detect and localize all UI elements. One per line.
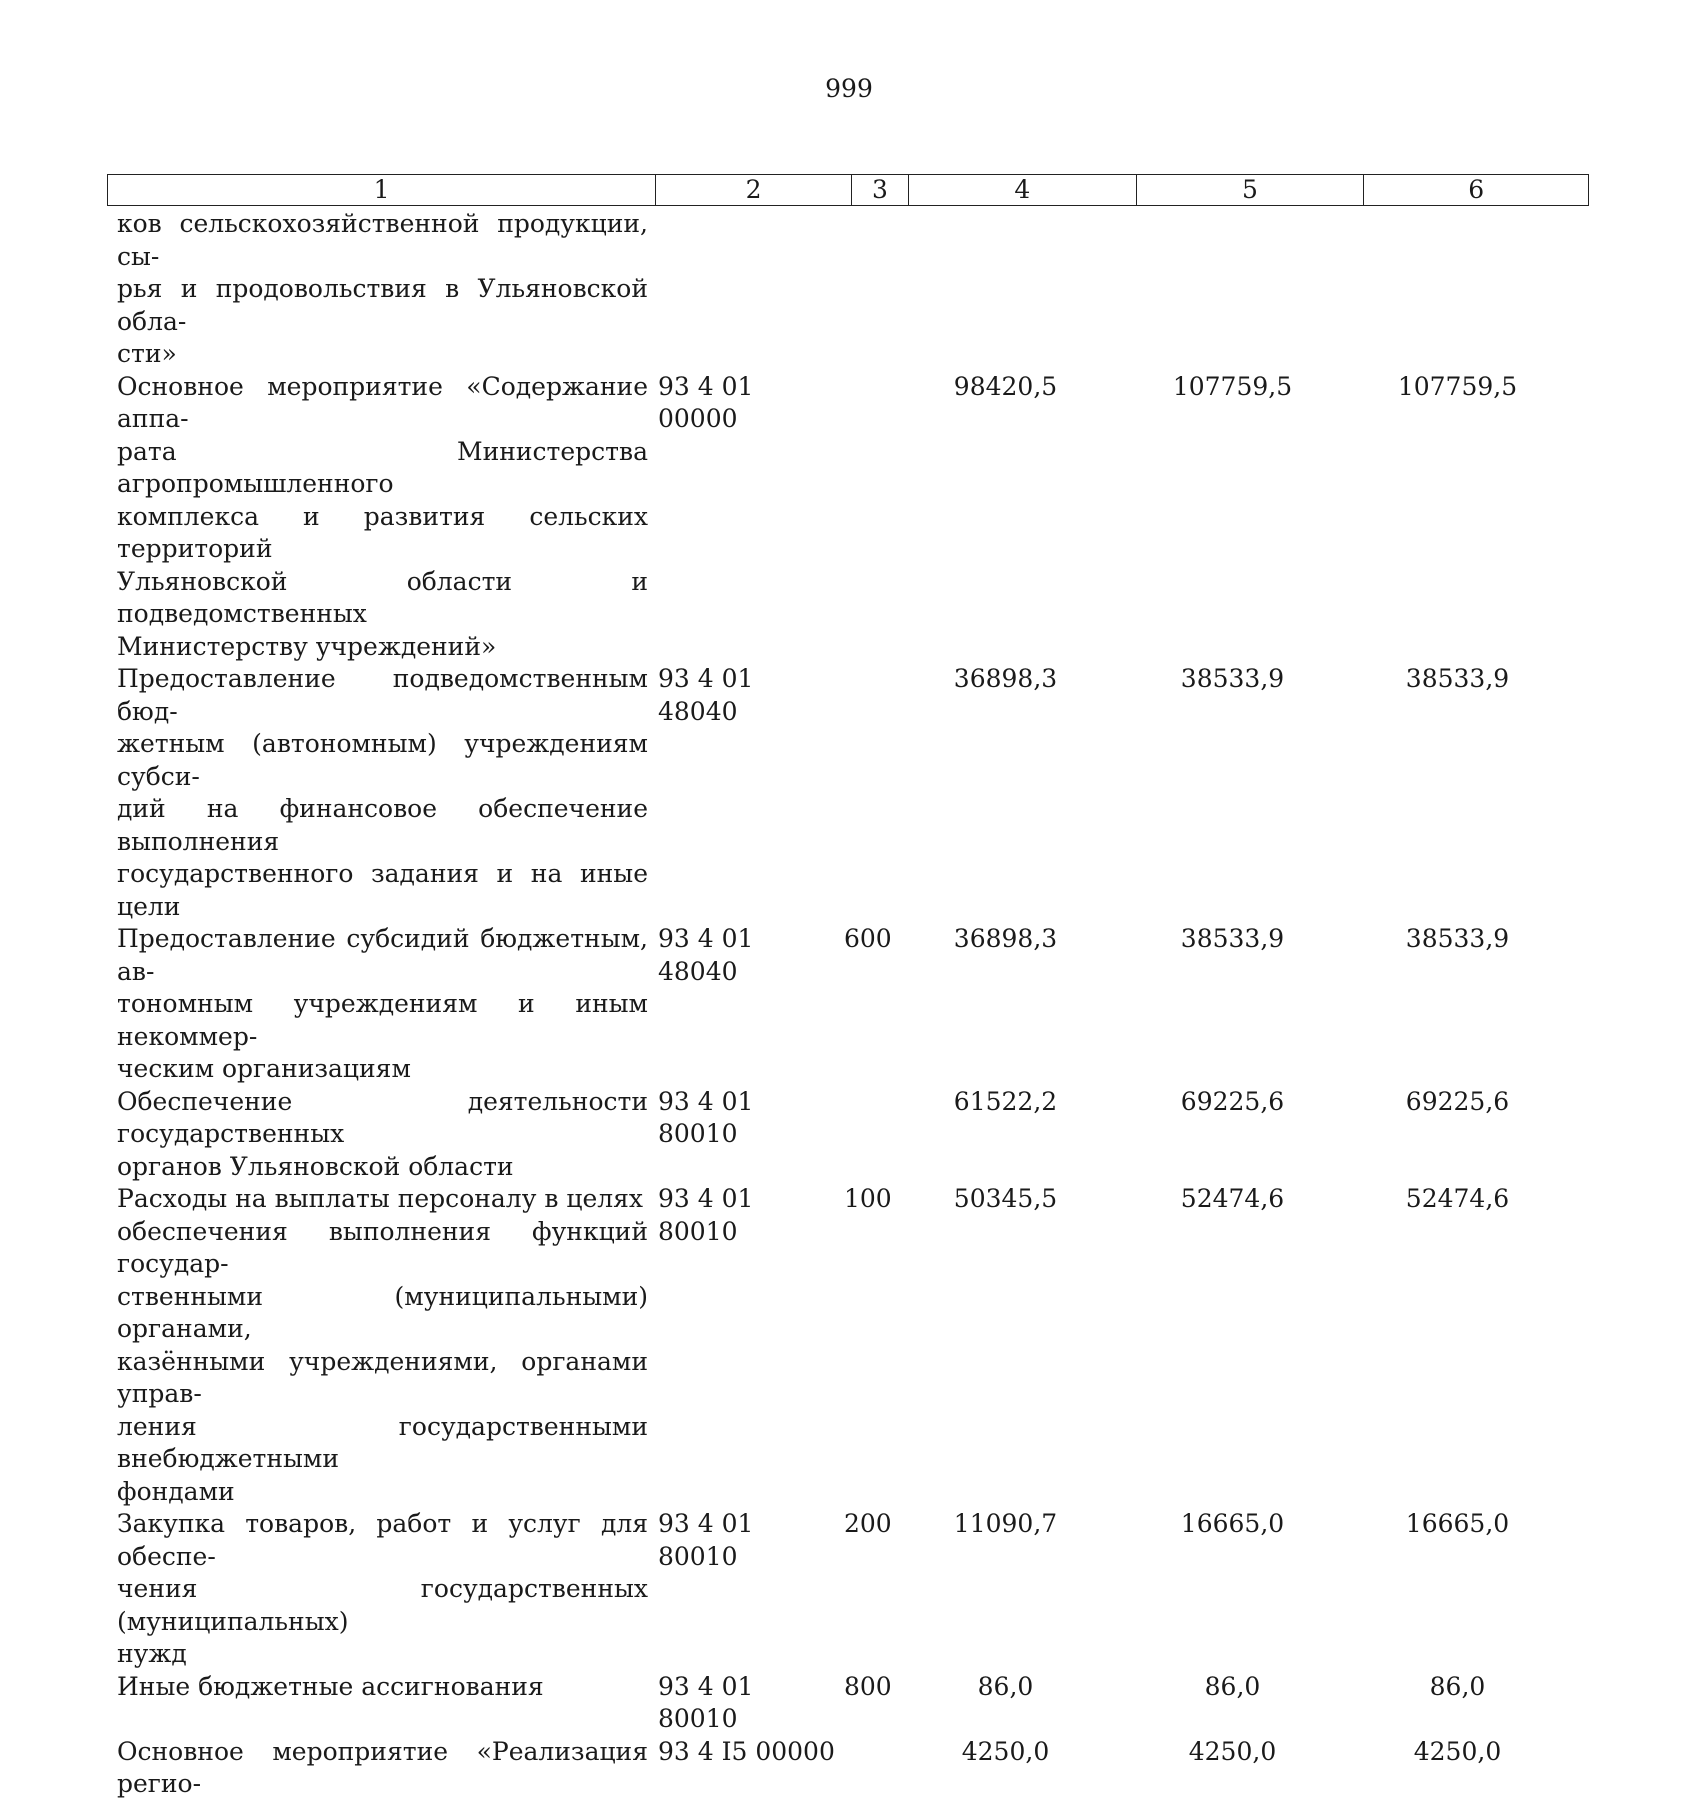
row-value-2: 38533,9 xyxy=(1180,924,1285,953)
table-body xyxy=(117,208,1589,1801)
row-value-3: 52474,6 xyxy=(1405,1184,1510,1213)
table-header xyxy=(107,174,1589,206)
row-value-2: 4250,0 xyxy=(1188,1736,1277,1766)
row-name: Основное мероприятие «Содержание аппа- рата Министерства агропромышленного комплекса и развития сельских территорий Ульяновской области и подведомственных Министерству учреждений» xyxy=(117,371,648,661)
table-row xyxy=(117,1508,1589,1671)
row-value-1: 98420,5 xyxy=(953,371,1058,401)
row-name: Расходы на выплаты персоналу в целях обеспечения выполнения функций государ- ственными (муниципальными) органами, казёнными учреждениями, органами управ- ления государственными внебюджетными фондами xyxy=(117,1184,648,1506)
row-value-3: 38533,9 xyxy=(1405,664,1510,693)
row-value-3: 86,0 xyxy=(1429,1671,1486,1701)
row-value-1: 36898,3 xyxy=(953,924,1058,953)
header-col-4: 4 xyxy=(909,175,1137,205)
row-code: 93 4 01 80010 xyxy=(658,1086,754,1148)
row-code: 93 4 01 80010 xyxy=(658,1509,754,1571)
table-row xyxy=(117,923,1589,1086)
row-value-2: 52474,6 xyxy=(1180,1184,1285,1213)
row-value-3: 16665,0 xyxy=(1405,1509,1510,1538)
table-row xyxy=(117,208,1589,371)
row-value-3: 4250,0 xyxy=(1413,1736,1502,1766)
row-code: 93 4 01 80010 xyxy=(658,1184,754,1246)
header-col-6: 6 xyxy=(1468,175,1485,204)
row-value-2: 86,0 xyxy=(1204,1671,1261,1701)
header-col-2: 2 xyxy=(656,175,852,205)
row-type: 100 xyxy=(844,1184,892,1213)
row-value-3: 38533,9 xyxy=(1405,924,1510,953)
table-row xyxy=(117,1671,1589,1736)
row-value-2: 69225,6 xyxy=(1180,1086,1285,1116)
row-value-2: 107759,5 xyxy=(1172,371,1293,401)
row-type: 200 xyxy=(844,1509,892,1538)
row-code: 93 4 01 00000 xyxy=(658,371,754,433)
header-col-3: 3 xyxy=(852,175,909,205)
row-name: Закупка товаров, работ и услуг для обеспе- чения государственных (муниципальных) нужд xyxy=(117,1509,648,1668)
row-value-1: 50345,5 xyxy=(953,1184,1058,1213)
row-value-1: 61522,2 xyxy=(953,1086,1058,1116)
row-code: 93 4 01 48040 xyxy=(658,924,754,986)
row-name: ков сельскохозяйственной продукции, сы- рья и продовольствия в Ульяновской обла- сти» xyxy=(117,209,648,368)
row-type: 600 xyxy=(844,924,892,953)
table-row xyxy=(117,1183,1589,1508)
row-name: Предоставление субсидий бюджетным, ав- тономным учреждениям и иным некоммер- ческим организациям xyxy=(117,924,648,1083)
row-value-1: 36898,3 xyxy=(953,664,1058,693)
row-value-2: 16665,0 xyxy=(1180,1509,1285,1538)
table-row xyxy=(117,663,1589,923)
row-value-1: 11090,7 xyxy=(953,1509,1058,1538)
row-code: 93 4 01 48040 xyxy=(658,664,754,726)
row-code: 93 4 I5 00000 xyxy=(658,1736,835,1766)
table-row xyxy=(117,371,1589,664)
row-value-1: 4250,0 xyxy=(961,1736,1050,1766)
row-name: Иные бюджетные ассигнования xyxy=(117,1671,544,1701)
row-value-3: 107759,5 xyxy=(1397,371,1518,401)
row-name: Предоставление подведомственным бюд- жетным (автономным) учреждениям субси- дий на финансовое обеспечение выполнения государственного задания и на иные цели xyxy=(117,664,648,921)
row-value-2: 38533,9 xyxy=(1180,664,1285,693)
row-name: Обеспечение деятельности государственных органов Ульяновской области xyxy=(117,1086,648,1181)
row-value-1: 86,0 xyxy=(977,1671,1034,1701)
row-value-3: 69225,6 xyxy=(1405,1086,1510,1116)
table-row xyxy=(117,1736,1589,1801)
page-number: 999 xyxy=(825,74,873,103)
table-row xyxy=(117,1086,1589,1184)
row-type: 800 xyxy=(844,1671,892,1701)
row-name: Основное мероприятие «Реализация регио- xyxy=(117,1736,648,1798)
header-col-5: 5 xyxy=(1137,175,1365,205)
row-code: 93 4 01 80010 xyxy=(658,1671,754,1733)
header-col-1: 1 xyxy=(108,175,656,205)
